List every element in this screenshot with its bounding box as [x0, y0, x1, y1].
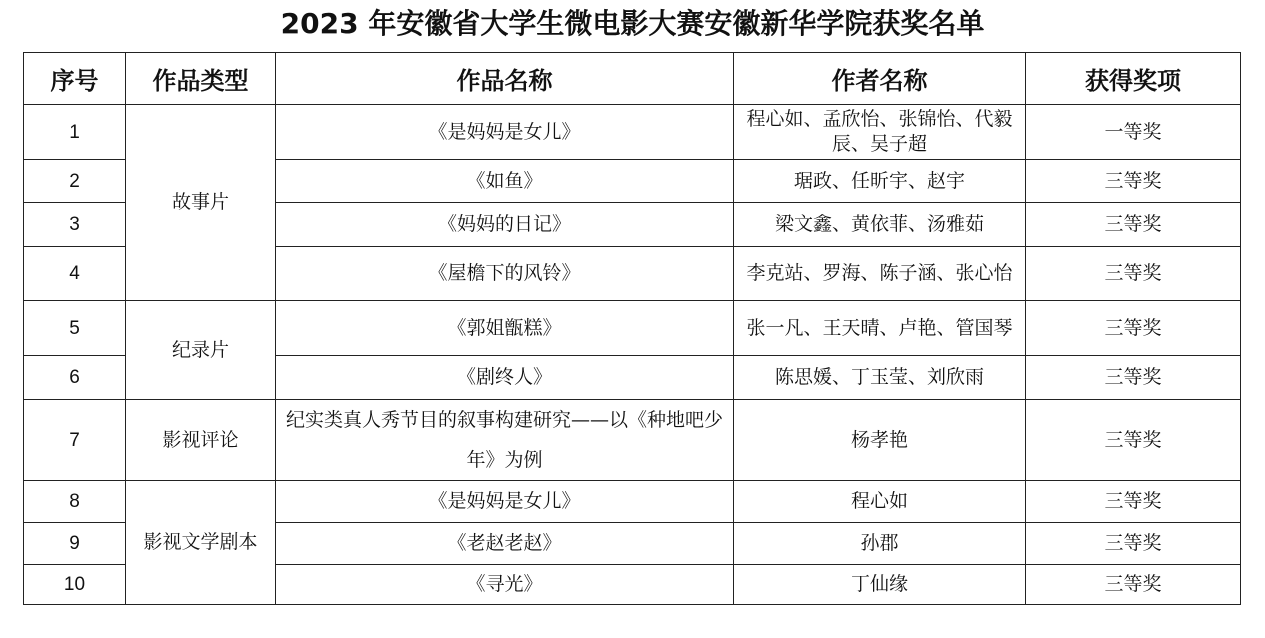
- header-category: 作品类型: [126, 53, 276, 105]
- cell-authors: 程心如: [734, 481, 1026, 523]
- cell-work: 纪实类真人秀节目的叙事构建研究——以《种地吧少年》为例: [276, 400, 734, 481]
- cell-work: 《如鱼》: [276, 160, 734, 203]
- cell-index: 3: [24, 203, 126, 247]
- cell-category: 影视评论: [126, 400, 276, 481]
- cell-work: 《寻光》: [276, 565, 734, 605]
- table-row: [24, 301, 1241, 356]
- cell-work: 《郭姐甑糕》: [276, 301, 734, 356]
- header-award: 获得奖项: [1026, 53, 1241, 105]
- document-title: 2023 年安徽省大学生微电影大赛安徽新华学院获奖名单: [280, 7, 985, 40]
- cell-award: 三等奖: [1026, 481, 1241, 523]
- cell-work: 《剧终人》: [276, 356, 734, 400]
- table-header-row: [24, 53, 1241, 105]
- cell-index: 6: [24, 356, 126, 400]
- cell-index: 10: [24, 565, 126, 605]
- header-work: 作品名称: [276, 53, 734, 105]
- table-row: [24, 481, 1241, 523]
- cell-work: 《妈妈的日记》: [276, 203, 734, 247]
- cell-work: 《是妈妈是女儿》: [276, 481, 734, 523]
- cell-index: 7: [24, 400, 126, 481]
- cell-award: 三等奖: [1026, 301, 1241, 356]
- cell-index: 8: [24, 481, 126, 523]
- cell-award: 三等奖: [1026, 203, 1241, 247]
- table-row: [24, 400, 1241, 481]
- cell-authors: 琚政、任昕宇、赵宇: [734, 160, 1026, 203]
- cell-index: 4: [24, 247, 126, 301]
- cell-authors: 丁仙缘: [734, 565, 1026, 605]
- cell-award: 三等奖: [1026, 160, 1241, 203]
- cell-award: 三等奖: [1026, 523, 1241, 565]
- cell-award: 三等奖: [1026, 565, 1241, 605]
- table-row: [24, 105, 1241, 160]
- cell-index: 2: [24, 160, 126, 203]
- awards-table: [23, 52, 1241, 605]
- cell-index: 9: [24, 523, 126, 565]
- cell-authors: 杨孝艳: [734, 400, 1026, 481]
- cell-authors: 程心如、孟欣怡、张锦怡、代毅辰、吴子超: [734, 105, 1026, 160]
- cell-award: 一等奖: [1026, 105, 1241, 160]
- cell-index: 5: [24, 301, 126, 356]
- cell-authors: 张一凡、王天晴、卢艳、管国琴: [734, 301, 1026, 356]
- cell-category: 纪录片: [126, 301, 276, 400]
- header-authors: 作者名称: [734, 53, 1026, 105]
- cell-award: 三等奖: [1026, 400, 1241, 481]
- cell-award: 三等奖: [1026, 247, 1241, 301]
- cell-work: 《屋檐下的风铃》: [276, 247, 734, 301]
- cell-work: 《老赵老赵》: [276, 523, 734, 565]
- cell-authors: 陈思媛、丁玉莹、刘欣雨: [734, 356, 1026, 400]
- cell-index: 1: [24, 105, 126, 160]
- cell-authors: 李克站、罗海、陈子涵、张心怡: [734, 247, 1026, 301]
- cell-authors: 孙郡: [734, 523, 1026, 565]
- cell-category: 故事片: [126, 105, 276, 301]
- cell-authors: 梁文鑫、黄依菲、汤雅茹: [734, 203, 1026, 247]
- header-index: 序号: [24, 53, 126, 105]
- cell-award: 三等奖: [1026, 356, 1241, 400]
- cell-category: 影视文学剧本: [126, 481, 276, 605]
- cell-work: 《是妈妈是女儿》: [276, 105, 734, 160]
